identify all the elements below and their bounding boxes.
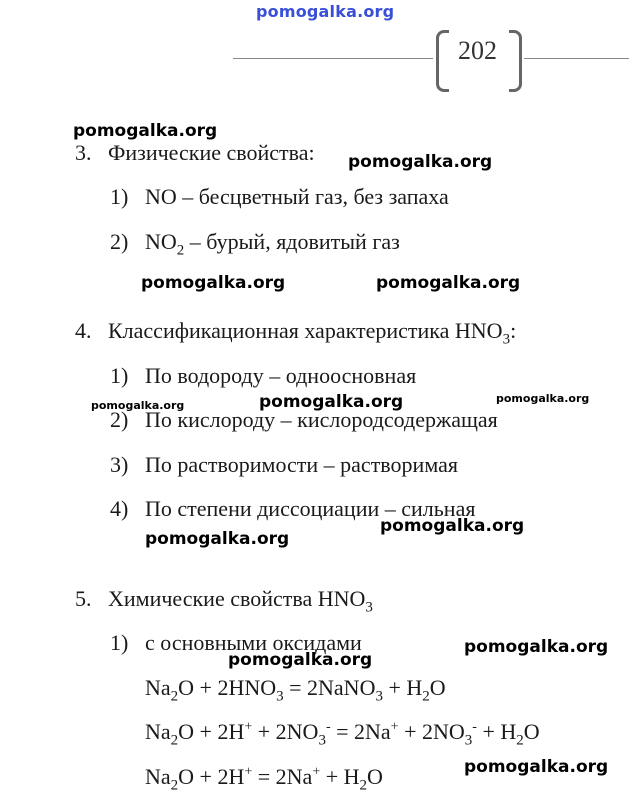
watermark: pomogalka.org (145, 529, 290, 549)
watermark: pomogalka.org (73, 121, 218, 141)
s4-item-1-number: 1) (110, 363, 129, 388)
s4-item-1-text: По водороду – одноосновная (145, 363, 417, 388)
watermark: pomogalka.org (348, 152, 493, 172)
s3-item-2-number: 2) (110, 229, 129, 254)
s4-item-2-text: По кислороду – кислородсодержащая (145, 407, 498, 432)
s3-item-1-text: NO – бесцветный газ, без запаха (145, 184, 449, 209)
page-number-bracket-right (509, 30, 522, 92)
page-number-bracket-left (436, 30, 449, 92)
section-4-title: Классификационная характеристика $HNO_3$: (108, 318, 517, 348)
equation-2: $Na_2O + 2H^+ + 2NO_3^- = 2Na^+ + 2NO_3^- + H_2O$ (145, 719, 540, 749)
watermark: pomogalka.org (259, 392, 404, 412)
s4-item-4-number: 4) (110, 496, 129, 521)
section-5-number: 5. (75, 586, 92, 611)
watermark: pomogalka.org (496, 392, 590, 405)
s4-item-3-number: 3) (110, 452, 129, 477)
watermark: pomogalka.org (380, 516, 525, 536)
equation-1: $Na_2O + 2HNO_3$ = 2NaNO$_3$ + $H_2O$ (145, 675, 446, 705)
watermark: pomogalka.org (91, 399, 185, 412)
section-3-title: Физические свойства: (108, 140, 315, 165)
watermark: pomogalka.org (464, 757, 609, 777)
header-rule-right (524, 58, 629, 59)
watermark: pomogalka.org (464, 637, 609, 657)
header-rule-left (233, 58, 433, 59)
s3-item-2-text: $NO_2$ – бурый, ядовитый газ (145, 229, 400, 259)
watermark: pomogalka.org (141, 273, 286, 293)
watermark: pomogalka.org (228, 650, 373, 670)
s4-item-4-text: По степени диссоциации – сильная (145, 496, 476, 521)
s3-item-1-number: 1) (110, 184, 129, 209)
section-4-number: 4. (75, 318, 92, 343)
section-5-title: Химические свойства $HNO_3$ (108, 586, 373, 616)
s5-item-1-number: 1) (110, 630, 129, 655)
s4-item-3-text: По растворимости – растворимая (145, 452, 458, 477)
s5-item-1-text: с основными оксидами (145, 630, 362, 655)
watermark: pomogalka.org (376, 273, 521, 293)
page-number: 202 (458, 36, 497, 65)
site-link[interactable]: pomogalka.org (256, 2, 395, 21)
equation-3: $Na_2O + 2H^+ = 2Na^+ + H_2O$ (145, 764, 383, 794)
section-3-number: 3. (75, 140, 92, 165)
s4-item-2-number: 2) (110, 407, 129, 432)
